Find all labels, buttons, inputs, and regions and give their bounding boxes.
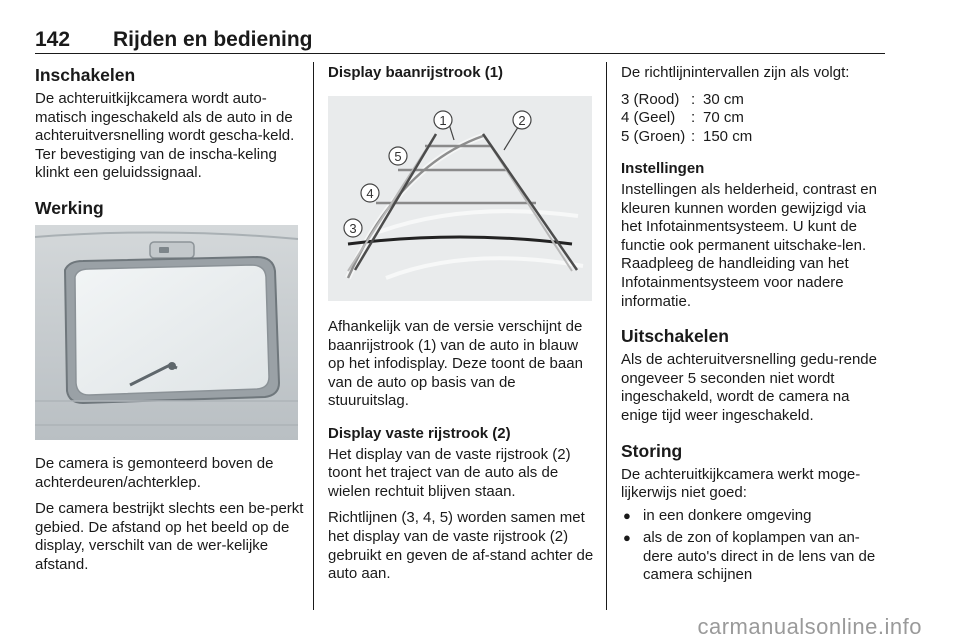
chapter-title: Rijden en bediening [113,28,313,51]
heading-lane-display: Display baanrijstrook (1) [328,64,504,81]
column-2-lower [328,318,598,592]
interval-separator: : [691,127,696,145]
paragraph-switch-on: De achteruitkijkcamera wordt auto-matisch ingeschakeld als de auto in de achteruitversnelling wordt gescha-keld. Ter bevestiging van de inscha-keling klinkt een geluidssignaal. [35,90,295,182]
rear-door-illustration [35,225,298,440]
paragraph-camera-coverage: De camera bestrijkt slechts een be-perkt gebied. De afstand op het beeld op de display, verschilt van de wer-kelijke afstand. [35,500,304,573]
heading-operation: Werking [35,197,104,218]
heading-fault: Storing [621,440,683,461]
interval-value: 30 cm [703,90,744,108]
column-1 [35,64,305,223]
page-number: 142 [35,28,71,51]
interval-separator: : [691,90,696,108]
heading-switch-off: Uitschakelen [621,326,729,347]
interval-value: 70 cm [703,109,744,127]
column-1-lower [35,455,305,583]
paragraph-guidelines: Richtlijnen (3, 4, 5) worden samen met het display van de vaste rijstrook (2) gebruikt en geven de af-stand achter de auto aan. [328,509,594,583]
intervals-table [621,91,889,147]
interval-label: 4 (Geel) [621,109,676,127]
label-guide-1: 1 [439,113,447,128]
heading-switch-on: Inschakelen [35,65,136,85]
watermark: carmanualsonline.info [697,614,922,639]
paragraph-switch-off: Als de achteruitversnelling gedu-rende ongeveer 5 seconden niet wordt ingeschakeld, wordt de camera na enige tijd weer ingeschakeld. [621,351,877,424]
paragraph-lane-display: Afhankelijk van de versie verschijnt de baanrijstrook (1) van de auto in blauw op het infodisplay. Deze toont de baan van de auto op basis van de stuuruitslag. [328,318,583,410]
interval-separator: : [691,109,696,127]
guidelines-diagram [328,96,592,301]
list-item: ● als de zon of koplampen van an-dere auto's direct in de lens van de camera schijnen [621,529,889,585]
rear-door-camera-figure [35,225,298,440]
label-guide-3: 3 [349,221,357,236]
label-guide-4: 4 [366,186,374,201]
interval-label: 5 (Groen) [621,127,686,145]
guidelines-figure [328,96,592,301]
column-divider-1 [313,62,314,610]
fault-list [621,507,889,585]
heading-settings: Instellingen [621,160,705,178]
paragraph-fault: De achteruitkijkcamera werkt moge-lijkerwijs niet goed: [621,465,861,502]
paragraph-intervals-intro: De richtlijnintervallen zijn als volgt: [621,64,850,81]
column-3 [621,64,889,589]
column-divider-2 [606,62,607,610]
paragraph-settings: Instellingen als helderheid, contrast en kleuren kunnen worden gewijzigd via het Infotainmentsysteem. U kunt de functie ook permanent uitschake-len. Raadpleeg de handleiding van het Infotainmentsysteem voor nadere informatie. [621,180,877,310]
list-item: ● in een donkere omgeving [621,507,889,526]
page-header [35,28,885,52]
paragraph-camera-mounted: De camera is gemonteerd boven de achterdeuren/achterklep. [35,455,274,491]
interval-label: 3 (Rood) [621,90,680,108]
label-guide-5: 5 [394,149,402,164]
paragraph-fixed-lane: Het display van de vaste rijstrook (2) toont het traject van de auto als de wielen rechtuit blijven staan. [328,445,571,500]
interval-value: 150 cm [703,127,753,145]
label-guide-2: 2 [518,113,526,128]
heading-fixed-lane: Display vaste rijstrook (2) [328,424,511,442]
header-rule [35,53,885,54]
column-2 [328,64,598,85]
